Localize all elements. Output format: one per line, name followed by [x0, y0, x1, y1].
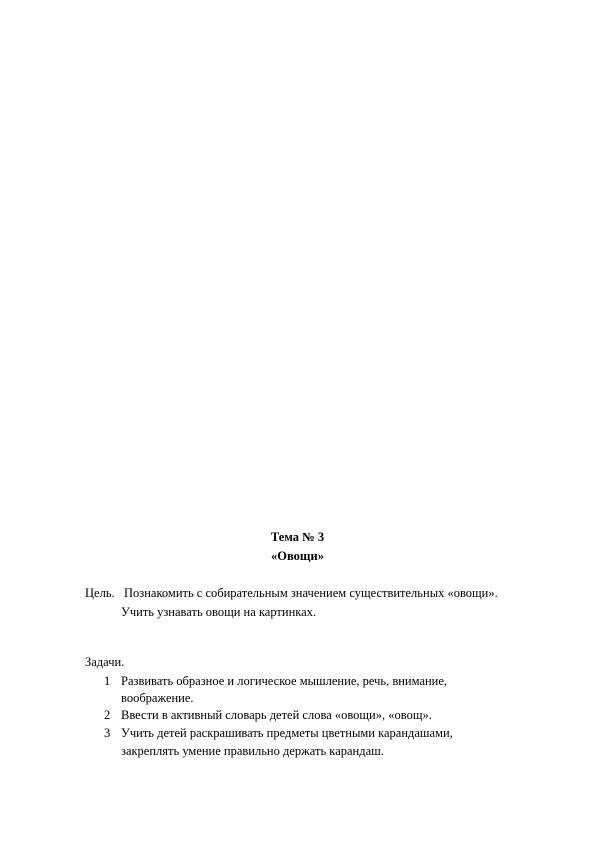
list-item-text: Учить детей раскрашивать предметы цветными карандашами,: [121, 726, 453, 740]
goal-label: Цель.: [85, 586, 115, 600]
list-item-text: Развивать образное и логическое мышление, речь, внимание,: [121, 674, 448, 688]
list-item-text-continued: закреплять умение правильно держать карандаш.: [121, 744, 384, 758]
list-item-number: 3: [104, 726, 111, 740]
list-item-number: 2: [104, 708, 111, 722]
list-item-number: 1: [104, 674, 111, 688]
topic-subtitle: «Овощи»: [271, 549, 324, 563]
topic-title: Тема № 3: [270, 530, 325, 544]
goal-text-line-2: Учить узнавать овощи на картинках.: [121, 605, 317, 619]
list-item-text: Ввести в активный словарь детей слова «овощи», «овощ».: [121, 708, 432, 722]
goal-text-line-1: Познакомить с собирательным значением существительных «овощи».: [124, 586, 498, 600]
list-item-text-continued: воображение.: [121, 691, 194, 705]
tasks-label: Задачи.: [85, 655, 125, 669]
